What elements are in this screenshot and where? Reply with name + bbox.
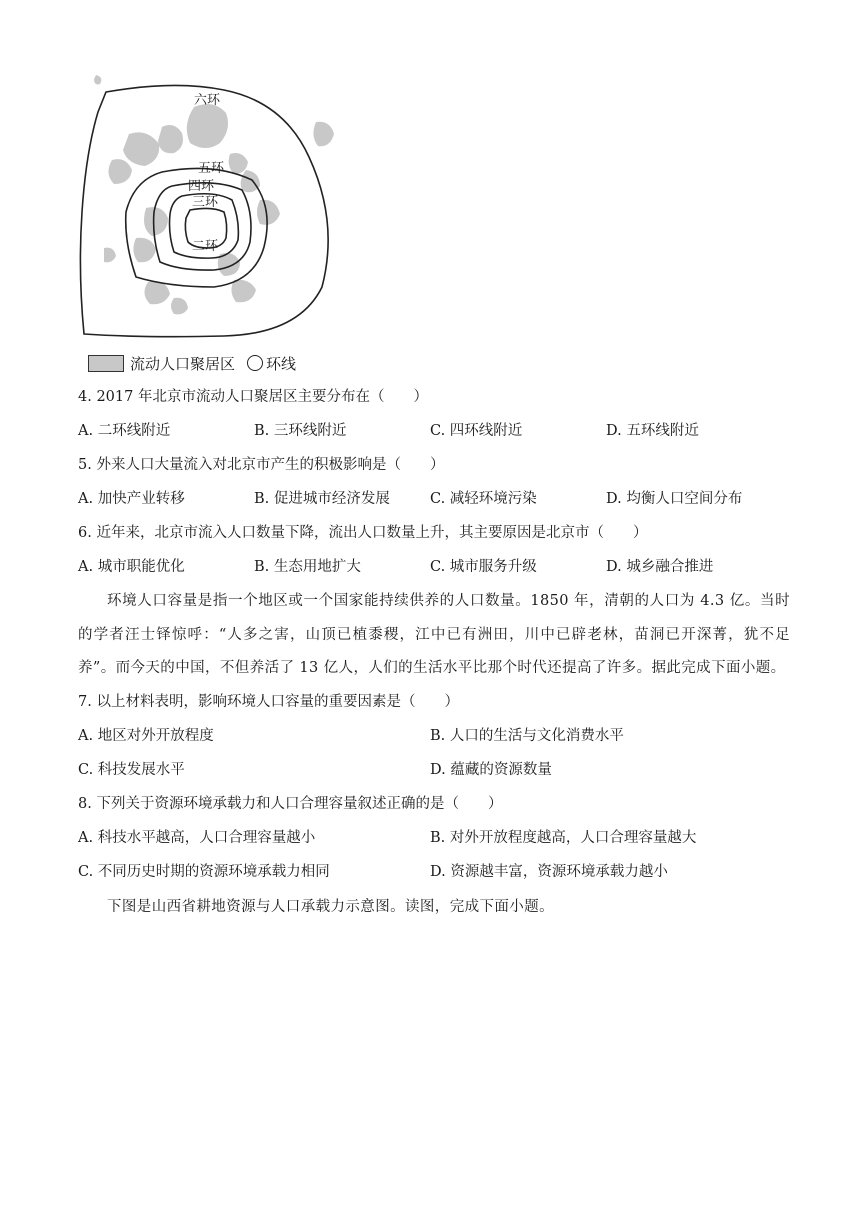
legend-cluster-label: 流动人口聚居区: [130, 354, 236, 373]
question-8-stem: 8. 下列关于资源环境承载力和人口合理容量叙述正确的是（ ）: [78, 796, 503, 812]
question-5-stem: 5. 外来人口大量流入对北京市产生的积极影响是（ ）: [78, 457, 445, 473]
q6-option-c[interactable]: C. 城市服务升级: [430, 559, 537, 575]
q8-option-b[interactable]: B. 对外开放程度越高，人口合理容量越大: [430, 830, 697, 846]
q4-option-b[interactable]: B. 三环线附近: [254, 423, 347, 439]
question-7-options-row-2: [78, 759, 782, 781]
q6-option-d[interactable]: D. 城乡融合推进: [606, 559, 714, 575]
question-8-options-row-2: [78, 861, 782, 883]
question-7-stem: 7. 以上材料表明，影响环境人口容量的重要因素是（ ）: [78, 694, 459, 710]
question-7-options-row-1: [78, 725, 782, 747]
q4-option-a[interactable]: A. 二环线附近: [78, 423, 171, 439]
ring-label-five: 五环: [198, 161, 225, 176]
q8-option-d[interactable]: D. 资源越丰富，资源环境承载力越小: [430, 864, 668, 880]
question-6-stem: 6. 近年来，北京市流入人口数量下降，流出人口数量上升，其主要原因是北京市（ ）: [78, 525, 648, 541]
ring-label-two: 二环: [192, 239, 219, 254]
q5-option-b[interactable]: B. 促进城市经济发展: [254, 491, 390, 507]
map-legend: [88, 352, 296, 374]
next-figure-intro: 下图是山西省耕地资源与人口承载力示意图。读图，完成下面小题。: [107, 899, 554, 915]
q6-option-b[interactable]: B. 生态用地扩大: [254, 559, 361, 575]
q7-option-a[interactable]: A. 地区对外开放程度: [78, 728, 214, 744]
ring-label-six: 六环: [194, 93, 221, 108]
q8-option-c[interactable]: C. 不同历史时期的资源环境承载力相同: [78, 864, 330, 880]
ring-symbol-icon: [247, 355, 263, 371]
reading-passage: 环境人口容量是指一个地区或一个国家能持续供养的人口数量。1850 年，清朝的人口为 4.3 亿。当时的学者汪士铎惊呼：“人多之害，山顶已植黍稷，江中已有洲田，川中已辟老林，苗洞已开深菁，犹不足养”。而今天的中国，不但养活了 13 亿人，人们的生活水平比那个时代还提高了许多。据此完成下面小题。: [78, 593, 790, 677]
ring-label-three: 三环: [192, 195, 219, 210]
q8-option-a[interactable]: A. 科技水平越高，人口合理容量越小: [78, 830, 316, 846]
question-5-options: [78, 488, 782, 510]
q5-option-c[interactable]: C. 减轻环境污染: [430, 491, 537, 507]
q4-option-d[interactable]: D. 五环线附近: [606, 423, 699, 439]
q5-option-a[interactable]: A. 加快产业转移: [78, 491, 185, 507]
q7-option-c[interactable]: C. 科技发展水平: [78, 762, 185, 778]
legend-ring-label: 环线: [266, 354, 297, 373]
q7-option-b[interactable]: B. 人口的生活与文化消费水平: [430, 728, 624, 744]
q7-option-d[interactable]: D. 蕴藏的资源数量: [430, 762, 552, 778]
question-8-options-row-1: [78, 827, 782, 849]
question-4-options: [78, 420, 782, 442]
beijing-ring-road-map: [74, 72, 344, 344]
q4-option-c[interactable]: C. 四环线附近: [430, 423, 523, 439]
cluster-swatch: [88, 355, 124, 372]
question-4-stem: 4. 2017 年北京市流动人口聚居区主要分布在（ ）: [78, 389, 428, 405]
ring-label-four: 四环: [188, 179, 215, 194]
question-6-options: [78, 556, 782, 578]
q6-option-a[interactable]: A. 城市职能优化: [78, 559, 185, 575]
q5-option-d[interactable]: D. 均衡人口空间分布: [606, 491, 743, 507]
